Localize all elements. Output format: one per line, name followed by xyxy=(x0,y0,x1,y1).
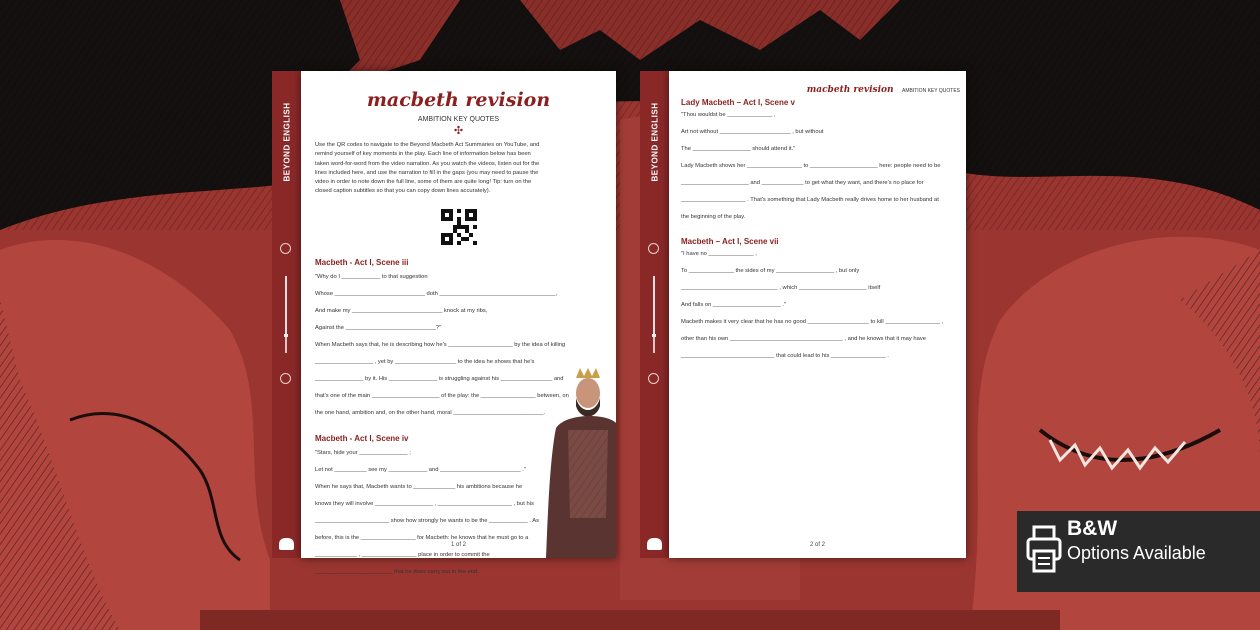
binder-ring-icon xyxy=(280,373,291,384)
section-heading: Macbeth - Act I, Scene iv xyxy=(315,433,409,443)
badge-title: B&W xyxy=(1067,517,1118,540)
fill-in-line: Whose ____________________________ doth ____________________________________, xyxy=(315,290,558,297)
fill-in-line: the one hand, ambition and, on the other hand, moral ____________________________. xyxy=(315,409,546,416)
page-number: 1 of 2 xyxy=(450,542,466,548)
fill-in-line: Macbeth makes it very clear that he has no good ___________________ to kill _________________ , xyxy=(681,319,944,325)
printer-icon xyxy=(1026,525,1062,575)
section-act1-scene5 xyxy=(681,98,954,226)
fill-in-line: Lady Macbeth shows her _________________ to _____________________ here: people need to be xyxy=(681,163,941,169)
fill-in-line: Against the ____________________________?" xyxy=(315,324,442,331)
dagger-icon xyxy=(652,276,656,356)
fill-in-line: knows they will involve __________________ , _______________________ , but his xyxy=(315,500,534,507)
fill-in-line: And make my ____________________________ knock at my ribs, xyxy=(315,307,488,314)
fill-in-line: ________________________ that he does carry out in the end. xyxy=(315,568,479,575)
brand-logo-icon xyxy=(279,538,294,550)
fill-in-line: "Thou wouldst be ______________ , xyxy=(681,112,776,118)
badge-subtitle: Options Available xyxy=(1067,543,1206,563)
section-heading: Macbeth - Act I, Scene iii xyxy=(315,257,409,267)
fill-in-line: "Why do I ____________ to that suggestion xyxy=(315,273,428,280)
fill-in-line: Let not __________ see my ____________ and _________________________ ." xyxy=(315,466,526,473)
page2-spine xyxy=(640,71,669,558)
fill-in-line: When Macbeth says that, he is describing how he's ____________________ by the idea of killing xyxy=(315,341,566,348)
fill-in-line: The __________________ should attend it." xyxy=(681,146,796,152)
worksheet-page-1 xyxy=(301,71,616,575)
fill-in-line: _____________ , _________________ place in order to commit the xyxy=(315,551,490,558)
fill-in-line: To ______________ the sides of my __________________ , but only xyxy=(681,268,860,274)
fill-in-line: that's one of the main _____________________ of the play: the _________________ between, on xyxy=(315,392,569,399)
fill-in-line: Art not without ______________________ , but without xyxy=(681,129,824,135)
qr-code-icon[interactable] xyxy=(441,209,477,245)
brand-logo-text: BEYOND ENGLISH xyxy=(282,101,291,182)
intro-line: remind yourself of key moments in the play. Each line of information below has been xyxy=(315,151,531,158)
brand-logo-icon xyxy=(647,538,662,550)
fill-in-line: _____________________________ that could lead to his _________________ . xyxy=(681,353,889,359)
intro-line: taken word-for-word from the video narration. As you watch the videos, listen out for the xyxy=(315,160,540,167)
page1-spine xyxy=(272,71,301,558)
fill-in-line: When he says that, Macbeth wants to _____________ his ambitions because he xyxy=(315,483,523,490)
page-title: macbeth revision xyxy=(366,89,551,111)
dagger-icon xyxy=(284,276,288,356)
page-subtitle: AMBITION KEY QUOTES xyxy=(417,116,500,123)
section-heading: Lady Macbeth – Act I, Scene v xyxy=(681,98,795,107)
fill-in-line: the beginning of the play. xyxy=(681,214,746,220)
fill-in-line: ____________________ . That's something that Lady Macbeth really drives home to her husband at xyxy=(681,197,939,203)
intro-line: lines included here, and use the narration to fill in the gaps (you may need to pause the xyxy=(315,169,539,176)
header-title: macbeth revision xyxy=(806,85,894,95)
intro-line: closed caption subtitles so that you can copy down lines accurately). xyxy=(315,188,491,195)
fill-in-line: "Stars, hide your _______________ ; xyxy=(315,449,411,456)
bw-options-badge[interactable] xyxy=(1017,511,1260,592)
section-heading: Macbeth – Act I, Scene vii xyxy=(681,237,779,246)
page-number: 2 of 2 xyxy=(809,542,825,548)
fill-in-line: other than his own ___________________________________ , and he knows that it may have xyxy=(681,336,926,342)
fill-in-line: _______________ by it. His _______________ is struggling against his ________________ and xyxy=(315,375,564,382)
brand-logo-text: BEYOND ENGLISH xyxy=(650,101,659,182)
macbeth-king-illustration xyxy=(546,368,616,558)
worksheet-page-2 xyxy=(669,71,966,558)
fill-in-line: before, this is the _________________ for Macbeth: he knows that he must go to a xyxy=(315,534,529,541)
intro-line: Use the QR codes to navigate to the Beyond Macbeth Act Summaries on YouTube, and xyxy=(315,142,540,148)
header-subtitle: AMBITION KEY QUOTES xyxy=(902,88,960,94)
fill-in-line: "I have no ______________ , xyxy=(681,251,757,257)
page-header xyxy=(807,79,960,97)
intro-paragraph xyxy=(315,141,602,197)
fill-in-line: _______________________ show how strongly he wants to be the ____________ . As xyxy=(315,517,540,524)
fill-in-line: _____________________ and _____________ to get what they want, and there's no place for xyxy=(681,180,924,186)
fill-in-line: __________________ , yet by ___________________ to the idea he shows that he's xyxy=(315,358,535,365)
binder-ring-icon xyxy=(648,243,659,254)
binder-ring-icon xyxy=(280,243,291,254)
binder-ring-icon xyxy=(648,373,659,384)
section-act1-scene7 xyxy=(681,237,954,365)
intro-line: video in order to note down the full line, some of them are quite long! Tip: turn on the xyxy=(315,179,532,186)
fill-in-line: And falls on _____________________ ." xyxy=(681,302,786,308)
fill-in-line: ______________________________ , which _____________________ itself xyxy=(681,285,881,291)
cross-ornament-icon: ✣ xyxy=(453,125,464,137)
